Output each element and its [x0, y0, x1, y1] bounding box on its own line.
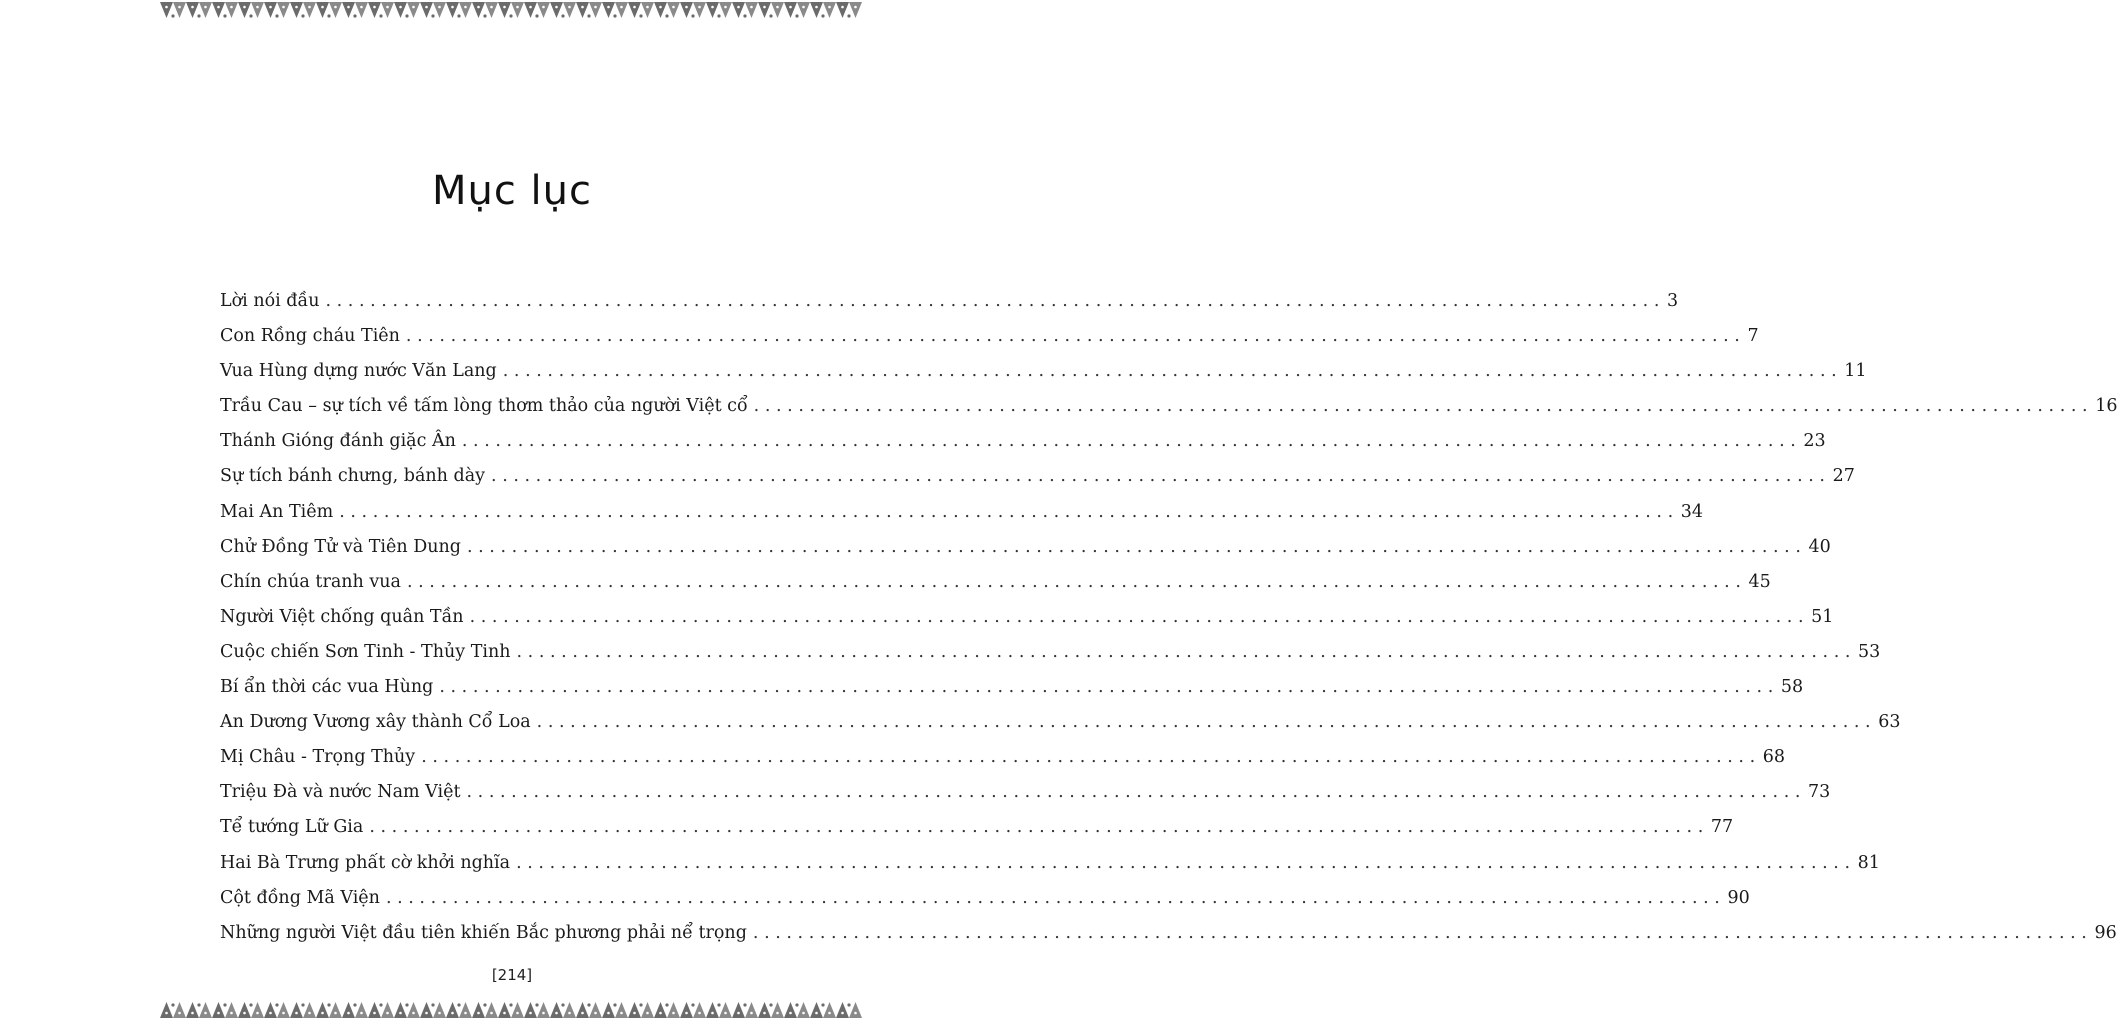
toc-entry-page: 68	[1762, 747, 1786, 768]
toc-entry-page: 90	[1727, 887, 1750, 908]
toc-entry	[220, 530, 1831, 565]
toc-entry	[220, 846, 1880, 881]
table-of-contents	[220, 284, 2117, 951]
toc-entry-page: 63	[1878, 712, 1901, 733]
toc-entry-title: Cuộc chiến Sơn Tinh - Thủy Tinh	[220, 641, 511, 662]
toc-entry-title: Cột đồng Mã Viện	[220, 887, 380, 908]
toc-dot-leader: ........................................................................................................................	[406, 571, 1747, 592]
toc-entry	[220, 389, 2117, 424]
toc-dot-leader: ........................................................................................................................	[502, 361, 1843, 382]
toc-entry	[220, 565, 1771, 600]
toc-entry-title: An Dương Vương xây thành Cổ Loa	[220, 712, 531, 733]
toc-entry-page: 16	[2095, 396, 2117, 417]
toc-entry-page: 7	[1747, 326, 1759, 347]
toc-dot-leader: ........................................................................................................................	[516, 641, 1857, 662]
toc-entry-title: Triệu Đà và nước Nam Việt	[220, 782, 461, 803]
toc-dot-leader: ........................................................................................................................	[325, 291, 1666, 311]
toc-dot-leader: ........................................................................................................................	[753, 396, 2094, 417]
toc-entry	[220, 354, 1867, 389]
toc-dot-leader: ........................................................................................................................	[369, 817, 1709, 838]
toc-dot-leader: ........................................................................................................................	[752, 922, 2093, 943]
toc-entry-page: 81	[1857, 852, 1880, 873]
toc-entry	[220, 775, 1831, 810]
toc-entry	[220, 495, 1704, 530]
toc-entry	[220, 424, 1826, 459]
toc-entry-page: 51	[1811, 606, 1834, 627]
toc-entry-title: Trầu Cau – sự tích về tấm lòng thơm thảo của người Việt cổ	[220, 396, 748, 417]
toc-entry	[220, 670, 1804, 705]
page-title: Mục lục	[431, 168, 593, 214]
toc-entry	[220, 635, 1881, 670]
toc-entry-page: 3	[1667, 291, 1679, 311]
toc-dot-leader: ........................................................................................................................	[439, 677, 1779, 698]
toc-entry	[220, 459, 1855, 494]
toc-entry-page: 96	[2094, 922, 2117, 943]
toc-dot-leader: ........................................................................................................................	[385, 887, 1726, 908]
toc-entry-title: Bí ẩn thời các vua Hùng	[220, 677, 434, 698]
toc-entry-page: 77	[1710, 817, 1734, 838]
toc-entry-title: Thánh Gióng đánh giặc Ân	[220, 431, 456, 452]
toc-entry-page: 53	[1858, 641, 1881, 662]
toc-dot-leader: ........................................................................................................................	[339, 501, 1679, 522]
toc-dot-leader: ........................................................................................................................	[466, 536, 1807, 557]
toc-entry-title: Mai An Tiêm	[220, 501, 334, 522]
toc-dot-leader: ........................................................................................................................	[536, 712, 1877, 733]
toc-entry-page: 34	[1680, 501, 1704, 522]
toc-entry-title: Mị Châu - Trọng Thủy	[220, 747, 416, 768]
toc-entry-page: 45	[1748, 571, 1771, 592]
triangle-pattern-border-icon	[160, 0, 862, 22]
toc-entry-title: Những người Việt đầu tiên khiến Bắc phương phải nể trọng	[220, 922, 747, 943]
toc-entry	[220, 810, 1734, 845]
bottom-decorative-border	[160, 999, 862, 1021]
toc-entry	[220, 600, 1834, 635]
toc-dot-leader: ........................................................................................................................	[461, 431, 1802, 452]
toc-entry-title: Chín chúa tranh vua	[220, 571, 401, 592]
toc-dot-leader: ........................................................................................................................	[405, 326, 1746, 347]
top-decorative-border	[160, 0, 862, 22]
toc-entry-page: 40	[1808, 536, 1831, 557]
toc-entry-page: 11	[1844, 361, 1867, 382]
toc-dot-leader: ........................................................................................................................	[421, 747, 1761, 768]
toc-entry-title: Tể tướng Lữ Gia	[220, 817, 364, 838]
toc-entry-title: Người Việt chống quân Tần	[220, 606, 464, 627]
toc-entry-title: Chử Đồng Tử và Tiên Dung	[220, 536, 461, 557]
toc-entry-page: 73	[1808, 782, 1831, 803]
toc-entry	[220, 705, 1901, 740]
toc-entry	[220, 319, 1759, 354]
toc-entry-page: 23	[1803, 431, 1826, 452]
toc-entry-page: 27	[1832, 466, 1855, 487]
toc-entry	[220, 284, 1679, 319]
toc-entry-page: 58	[1780, 677, 1804, 698]
toc-dot-leader: ........................................................................................................................	[491, 466, 1831, 487]
toc-entry-title: Sự tích bánh chưng, bánh dày	[220, 466, 486, 487]
toc-entry-title: Vua Hùng dựng nước Văn Lang	[220, 361, 497, 382]
triangle-pattern-border-icon	[160, 999, 862, 1021]
toc-entry	[220, 916, 2117, 951]
page-number: [214]	[491, 966, 533, 984]
toc-entry-title: Con Rồng cháu Tiên	[220, 326, 400, 347]
toc-entry-title: Hai Bà Trưng phất cờ khởi nghĩa	[220, 852, 511, 873]
toc-dot-leader: ........................................................................................................................	[516, 852, 1856, 873]
toc-entry-title: Lời nói đầu	[220, 291, 320, 311]
toc-dot-leader: ........................................................................................................................	[469, 606, 1810, 627]
toc-dot-leader: ........................................................................................................................	[466, 782, 1807, 803]
toc-entry	[220, 740, 1786, 775]
toc-entry	[220, 881, 1750, 916]
